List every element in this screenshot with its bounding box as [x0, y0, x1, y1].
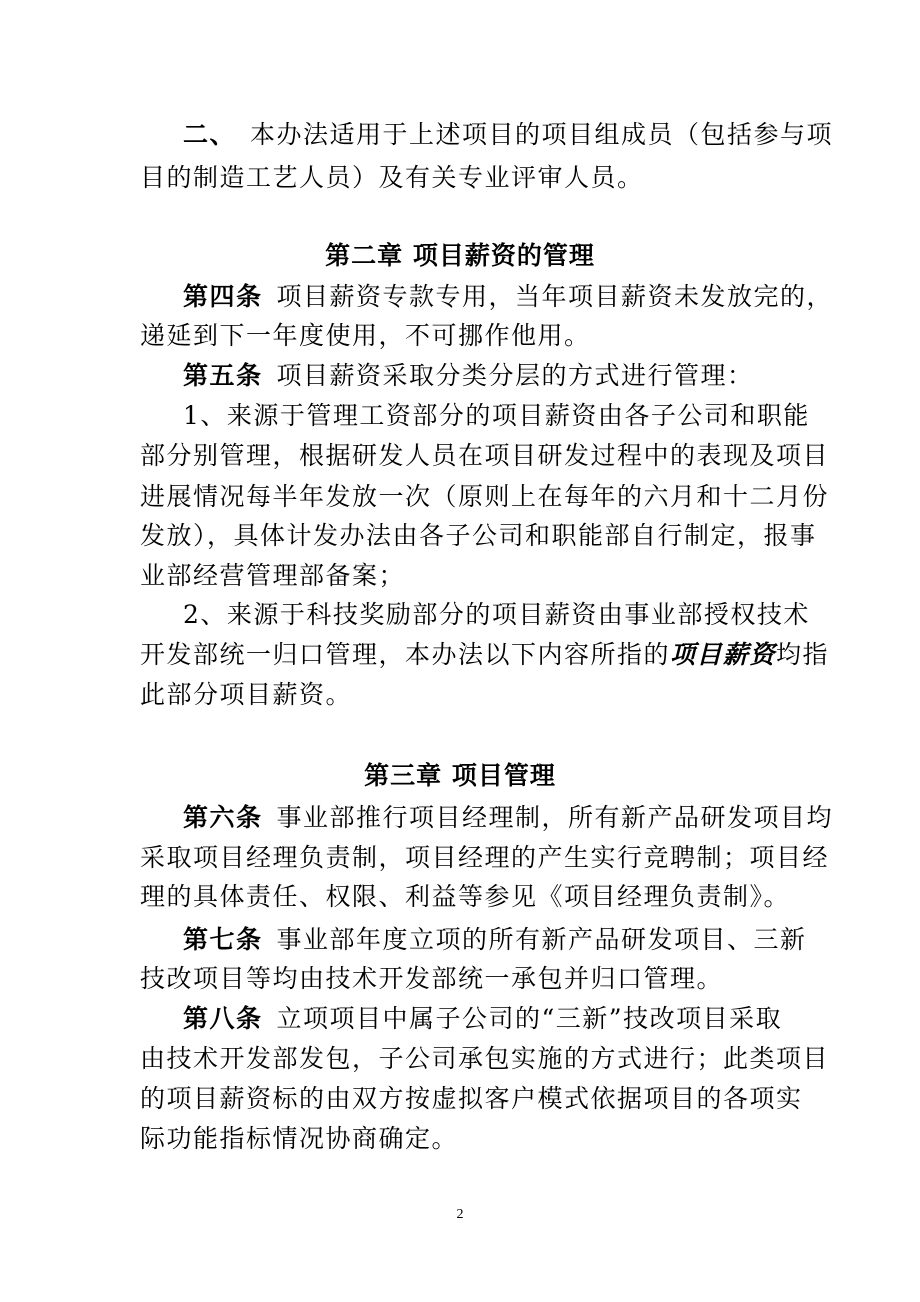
- article-6-line-2: 采取项目经理负责制，项目经理的产生实行竞聘制；项目经: [140, 843, 830, 872]
- article-6-label: 第六条: [183, 803, 263, 832]
- item-2-line-1: 2、来源于科技奖励部分的项目薪资由事业部授权技术: [183, 600, 810, 629]
- article-4-label: 第四条: [183, 282, 263, 311]
- item-1-line-3: 进展情况每半年发放一次（原则上在每年的六月和十二月份: [140, 482, 830, 511]
- article-8-label: 第八条: [183, 1004, 263, 1033]
- article-8-line-4: 际功能指标情况协商确定。: [140, 1124, 459, 1153]
- paragraph-2-line-1: 二、 本办法适用于上述项目的项目组成员（包括参与项: [183, 120, 834, 149]
- emphasized-term: 项目薪资: [670, 640, 777, 669]
- paragraph-2-label: 二、: [183, 120, 237, 149]
- item-1-line-4: 发放），具体计发办法由各子公司和职能部自行制定，报事: [140, 521, 817, 550]
- page-number: 2: [456, 1207, 464, 1222]
- article-8-line-3: 的项目薪资标的由双方按虚拟客户模式依据项目的各项实: [140, 1084, 803, 1113]
- article-4-line-2: 递延到下一年度使用，不可挪作他用。: [140, 321, 591, 350]
- chapter-2-heading: 第二章 项目薪资的管理: [325, 241, 595, 270]
- article-8-line-2: 由技术开发部发包，子公司承包实施的方式进行；此类项目: [140, 1044, 830, 1073]
- paragraph-2-line-2: 目的制造工艺人员）及有关专业评审人员。: [140, 163, 644, 192]
- item-1-line-1: 1、来源于管理工资部分的项目薪资由各子公司和职能: [183, 401, 810, 430]
- item-2-line-3: 此部分项目薪资。: [140, 680, 353, 709]
- article-6-line-3: 理的具体责任、权限、利益等参见《项目经理负责制》。: [140, 882, 791, 911]
- article-4-line-1: 第四条 项目薪资专款专用，当年项目薪资未发放完的，: [183, 282, 834, 311]
- article-6-line-1: 第六条 事业部推行项目经理制，所有新产品研发项目均: [183, 803, 834, 832]
- article-7-line-2: 技改项目等均由技术开发部统一承包并归口管理。: [140, 964, 724, 993]
- item-1-line-5: 业部经营管理部备案；: [140, 561, 406, 590]
- article-5-line-1: 第五条 项目薪资采取分类分层的方式进行管理：: [183, 361, 754, 390]
- article-7-label: 第七条: [183, 925, 263, 954]
- article-7-line-1: 第七条 事业部年度立项的所有新产品研发项目、三新: [183, 925, 807, 954]
- item-1-line-2: 部分别管理，根据研发人员在项目研发过程中的表现及项目: [140, 441, 830, 470]
- chapter-3-heading: 第三章 项目管理: [364, 761, 556, 790]
- article-8-line-1: 第八条 立项项目中属子公司的“三新”技改项目采取: [183, 1004, 783, 1033]
- article-5-label: 第五条: [183, 361, 263, 390]
- item-2-line-2: 开发部统一归口管理，本办法以下内容所指的项目薪资均指: [140, 640, 830, 669]
